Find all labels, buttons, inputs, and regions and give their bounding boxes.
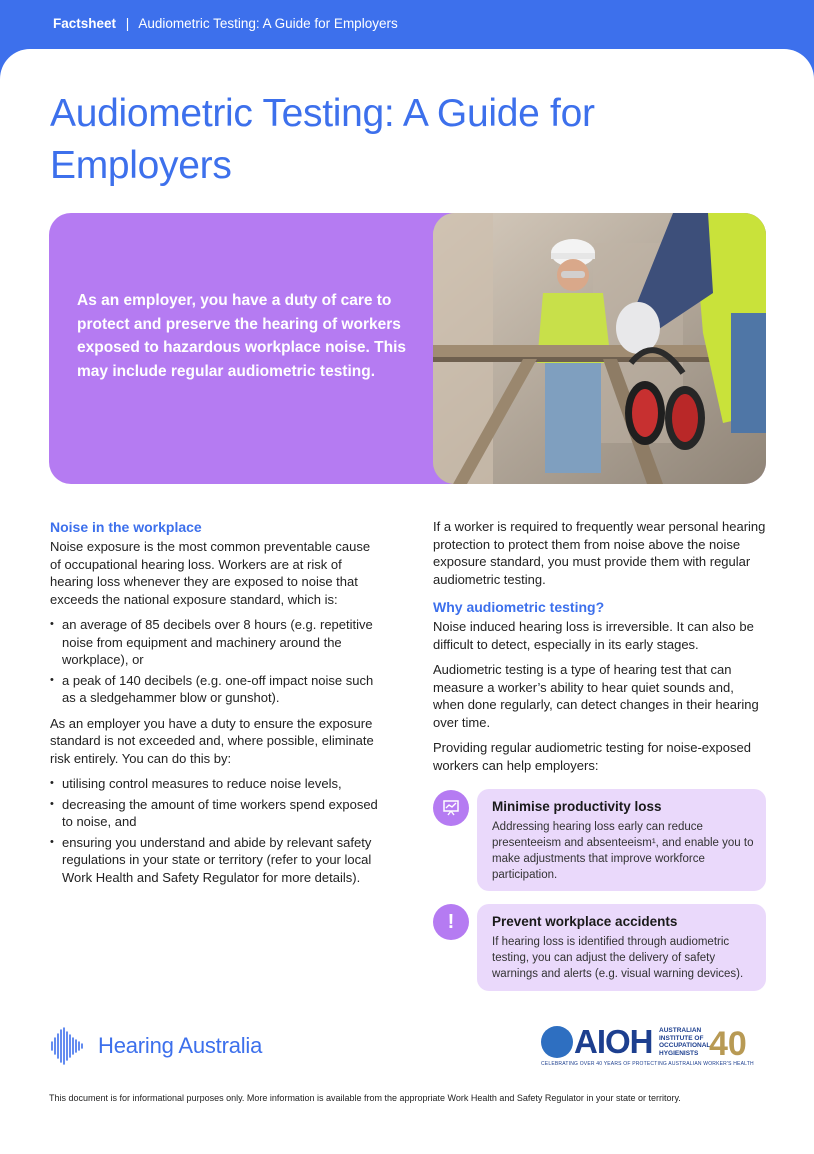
left-column	[50, 518, 380, 894]
presentation-chart-icon	[433, 790, 469, 826]
hearing-australia-logo	[50, 1026, 262, 1066]
worker-photo-illustration	[433, 213, 766, 484]
card-body: Addressing hearing loss early can reduce presenteeism and absenteeism¹, and enable you to make adjustments that improve workforce participation.	[492, 821, 754, 881]
aioh-anniversary: 40	[709, 1025, 747, 1063]
card-title: Minimise productivity loss	[492, 799, 662, 814]
worker-photo	[433, 213, 766, 484]
page-title	[50, 88, 770, 192]
control-measures-list	[50, 775, 380, 886]
list-item: • ensuring you understand and abide by relevant safety regulations in your state or territory (refer to your local Work Health and Safety Regulator for more details).	[50, 834, 380, 887]
protection-paragraph: If a worker is required to frequently wear personal hearing protection to protect them from noise above the noise exposure standard, you must provide them with regular audiometric testing.	[433, 519, 766, 587]
exposure-standard-list	[50, 616, 380, 707]
globe-icon	[541, 1026, 573, 1058]
page-title-line1: Audiometric Testing: A Guide for	[50, 92, 595, 135]
card-title: Prevent workplace accidents	[492, 914, 678, 929]
intro-banner	[49, 213, 766, 484]
why-paragraph-3: Providing regular audiometric testing for noise-exposed workers can help employers:	[433, 740, 751, 773]
header-text	[53, 16, 398, 31]
why-paragraph-2: Audiometric testing is a type of hearing test that can measure a worker’s ability to hear quiet sounds and, when done regularly, can detect changes in their hearing over time.	[433, 662, 759, 730]
noise-paragraph-1: Noise exposure is the most common preventable cause of occupational hearing loss. Workers are at risk of hearing loss whenever they are exposed to noise that exceeds the national exposure standard, which is:	[50, 539, 371, 607]
aioh-fullname: AUSTRALIAN INSTITUTE OF OCCUPATIONAL HYGIENISTS	[659, 1027, 711, 1057]
why-paragraph-1: Noise induced hearing loss is irreversible. It can also be difficult to detect, especially in its early stages.	[433, 619, 754, 652]
card-body: If hearing loss is identified through audiometric testing, you can adjust the delivery of safety warnings and alerts (e.g. visual warning devices).	[492, 936, 744, 980]
list-item: • a peak of 140 decibels (e.g. one-off impact noise such as a sledgehammer blow or gunshot).	[50, 672, 380, 707]
page-title-line2: Employers	[50, 144, 232, 187]
section-heading-why: Why audiometric testing?	[433, 599, 605, 615]
benefit-card-accidents	[477, 904, 766, 991]
header-title: Audiometric Testing: A Guide for Employers	[138, 16, 398, 31]
disclaimer: This document is for informational purposes only. More information is available from the appropriate Work Health and Safety Regulator in your state or territory.	[49, 1093, 681, 1103]
aioh-logo	[541, 1024, 766, 1070]
list-item: • an average of 85 decibels over 8 hours (e.g. repetitive noise from equipment and machinery around the workplace), or	[50, 616, 380, 669]
list-item: • utilising control measures to reduce noise levels,	[50, 775, 380, 793]
header-label: Factsheet	[53, 16, 117, 31]
benefit-card-productivity	[477, 789, 766, 891]
aioh-tagline: CELEBRATING OVER 40 YEARS OF PROTECTING AUSTRALIAN WORKER'S HEALTH	[541, 1061, 754, 1067]
intro-text: As an employer, you have a duty of care to protect and preserve the hearing of workers exposed to hazardous workplace noise. This may include regular audiometric testing.	[77, 292, 407, 380]
aioh-wordmark: AIOH	[574, 1023, 653, 1060]
presentation-chart-glyph	[442, 799, 460, 817]
right-column	[433, 518, 768, 782]
list-item: • decreasing the amount of time workers spend exposed to noise, and	[50, 796, 380, 831]
exclamation-icon: !	[433, 904, 469, 940]
header-separator: |	[125, 16, 130, 31]
noise-paragraph-2: As an employer you have a duty to ensure the exposure standard is not exceeded and, where possible, eliminate risk entirely. You can do this by:	[50, 715, 374, 766]
hearing-australia-wordmark: Hearing Australia	[98, 1033, 263, 1058]
section-heading-noise: Noise in the workplace	[50, 519, 202, 535]
sound-wave-icon	[50, 1026, 90, 1066]
